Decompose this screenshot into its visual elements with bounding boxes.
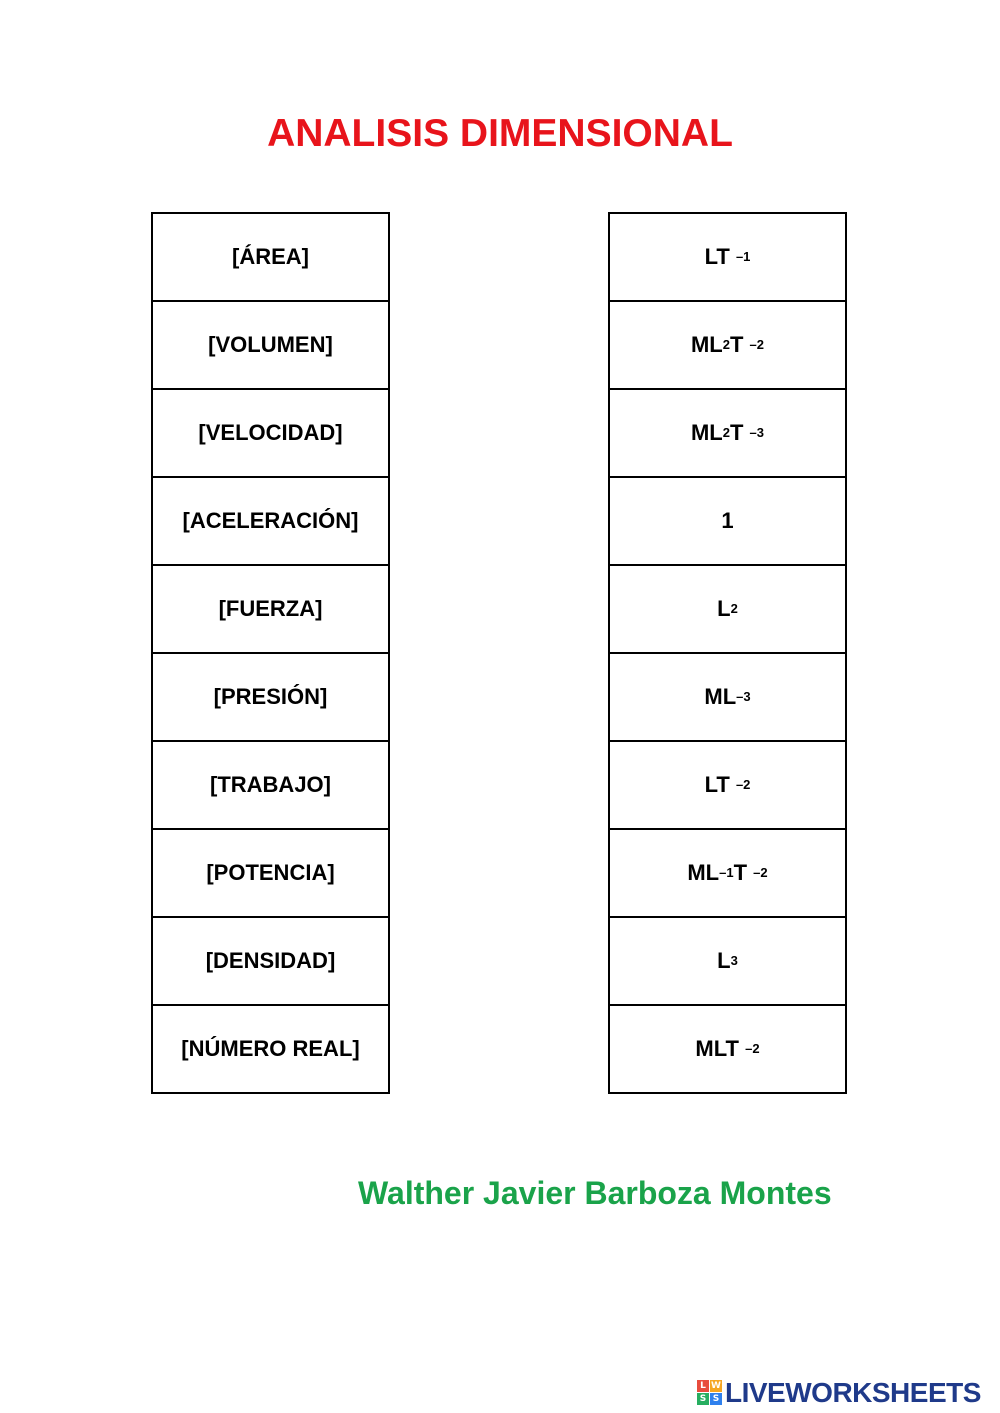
dimension-cell: LT –2 <box>610 742 845 830</box>
dimension-cell: ML –3 <box>610 654 845 742</box>
magnitude-cell: [VELOCIDAD] <box>153 390 388 478</box>
dimension-base: L <box>717 948 731 973</box>
dimension-cell: LT –1 <box>610 214 845 302</box>
dimensions-column <box>608 212 847 1094</box>
dimension-cell: MLT –2 <box>610 1006 845 1094</box>
dimension-cell: ML 2 T –3 <box>610 390 845 478</box>
logo-mark-letter: L <box>697 1380 709 1392</box>
dimension-base: T <box>729 332 750 357</box>
dimension-base: LT <box>704 244 736 269</box>
logo-mark-letter: W <box>711 1381 721 1391</box>
dimension-base: ML <box>687 860 720 885</box>
magnitudes-column <box>151 212 390 1094</box>
liveworksheets-logo <box>697 1378 981 1408</box>
magnitude-cell: [PRESIÓN] <box>153 654 388 742</box>
magnitude-cell: [POTENCIA] <box>153 830 388 918</box>
dimension-base: T <box>733 860 754 885</box>
magnitude-cell: [FUERZA] <box>153 566 388 654</box>
magnitude-cell: [ACELERACIÓN] <box>153 478 388 566</box>
dimension-base: T <box>729 420 750 445</box>
dimension-base: LT <box>704 772 736 797</box>
author-name: Walther Javier Barboza Montes <box>358 1175 832 1211</box>
dimension-base: ML <box>690 420 723 445</box>
magnitude-cell: [VOLUMEN] <box>153 302 388 390</box>
dimension-base: MLT <box>695 1036 746 1061</box>
dimension-cell: L 2 <box>610 566 845 654</box>
dimension-base: L <box>717 596 731 621</box>
dimension-cell: ML –1 T –2 <box>610 830 845 918</box>
dimension-cell <box>610 478 845 566</box>
logo-mark-letter: S <box>710 1393 722 1405</box>
logo-text: LIVEWORKSHEETS <box>725 1377 981 1408</box>
magnitude-cell: [TRABAJO] <box>153 742 388 830</box>
magnitude-cell: [NÚMERO REAL] <box>153 1006 388 1094</box>
liveworksheets-logo-icon <box>697 1380 723 1406</box>
logo-mark-letter: S <box>697 1393 709 1405</box>
dimension-cell: ML 2 T –2 <box>610 302 845 390</box>
dimension-base: ML <box>704 684 737 709</box>
dimension-cell: L 3 <box>610 918 845 1006</box>
dimension-base: 1 <box>721 508 734 533</box>
magnitude-cell: [ÁREA] <box>153 214 388 302</box>
magnitude-cell: [DENSIDAD] <box>153 918 388 1006</box>
dimension-base: ML <box>690 332 723 357</box>
page-title: ANALISIS DIMENSIONAL <box>267 112 733 155</box>
